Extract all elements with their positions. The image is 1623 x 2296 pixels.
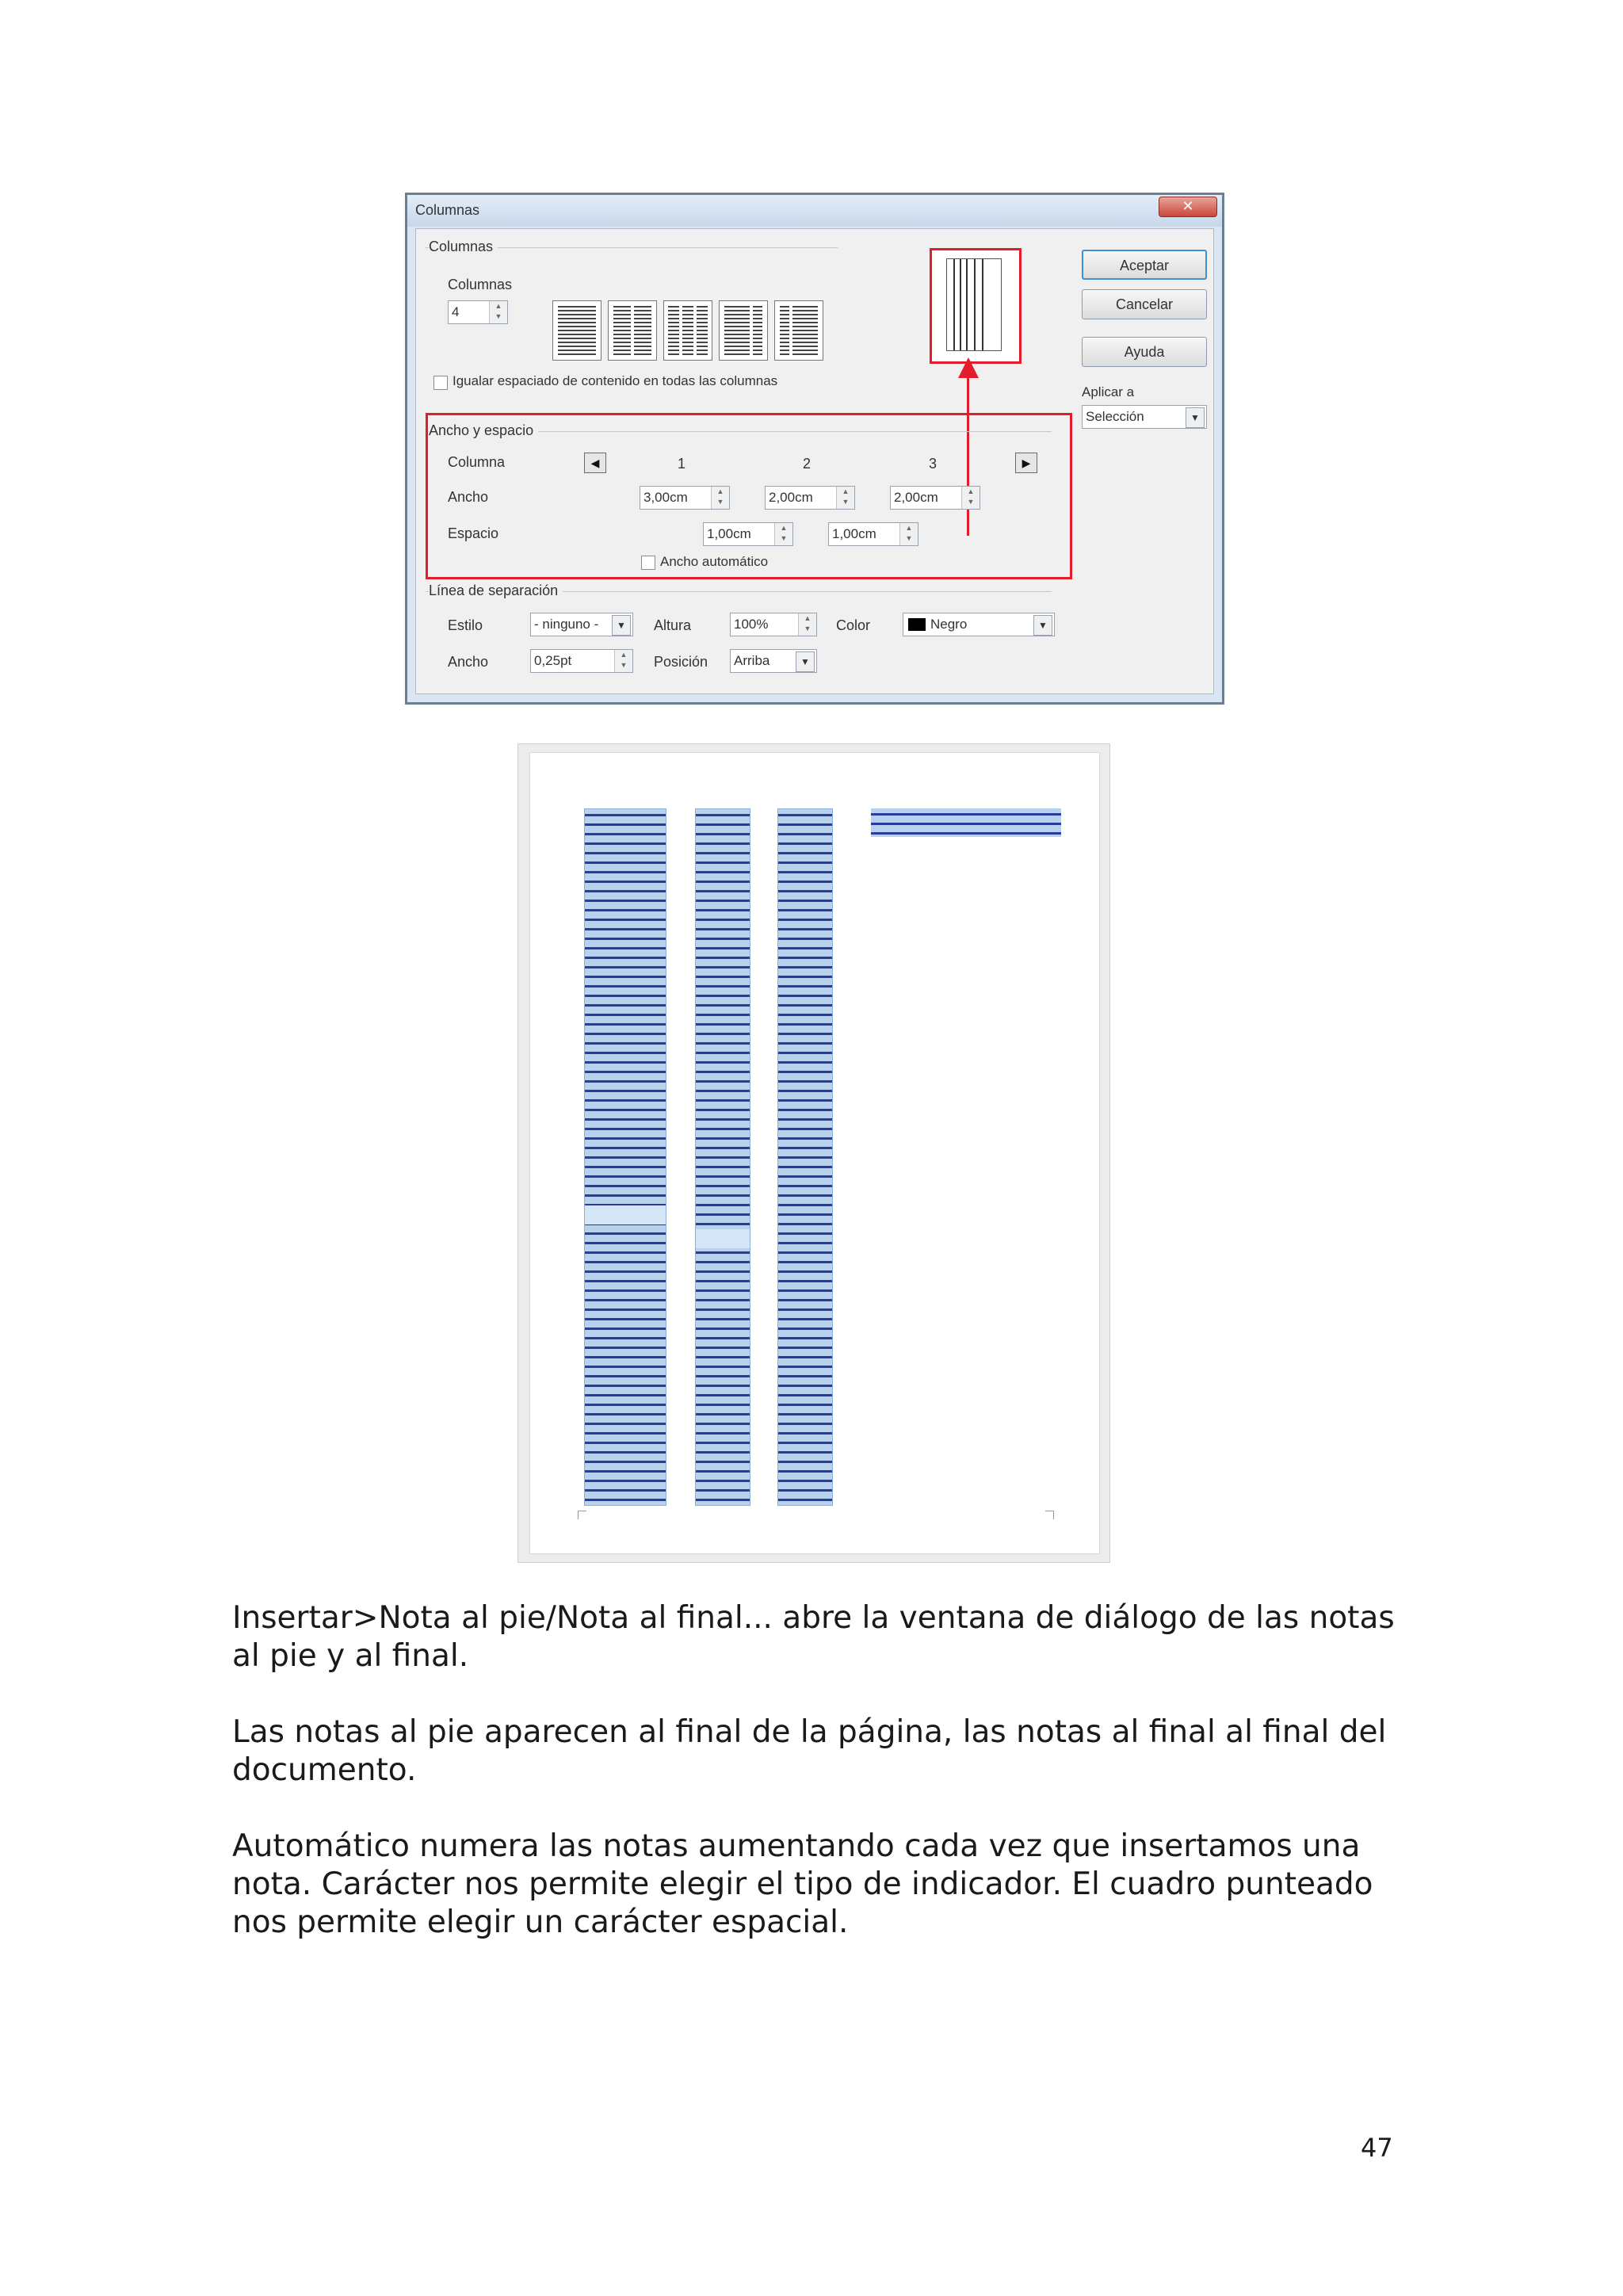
line-width-stepper[interactable] — [530, 649, 633, 673]
corner-mark-icon — [1045, 1511, 1054, 1519]
red-arrowhead-icon — [958, 357, 979, 378]
text-column-4 — [871, 808, 1061, 837]
spacing-value-2: 1,00cm — [832, 526, 876, 541]
column-number-1: 1 — [678, 456, 686, 472]
apply-to-label: Aplicar a — [1082, 384, 1135, 399]
height-value: 100% — [734, 617, 769, 632]
layout-three-columns-icon[interactable] — [663, 300, 712, 361]
equal-spacing-label: Igualar espaciado de contenido en todas las columnas — [453, 373, 778, 388]
line-width-label: Ancho — [448, 654, 489, 670]
columns-count-label: Columnas — [448, 277, 513, 292]
columns-group-title: Columnas — [429, 239, 498, 255]
auto-width-label: Ancho automático — [660, 554, 769, 569]
dialog-body — [415, 228, 1214, 694]
width-value-1: 3,00cm — [643, 490, 688, 505]
chevron-down-icon[interactable]: ▼ — [1186, 407, 1205, 428]
stepper-arrows-icon[interactable]: ▲ ▼ — [614, 650, 632, 672]
color-label: Color — [836, 617, 871, 633]
cancel-button[interactable]: Cancelar — [1082, 289, 1207, 319]
style-value: - ninguno - — [534, 617, 599, 632]
paragraph-footnotes-menu: Insertar>Nota al pie/Nota al final... abre la ventana de diálogo de las notas al pie y al final. — [232, 1600, 1395, 1674]
style-label: Estilo — [448, 617, 483, 633]
width-spacing-group-title: Ancho y espacio — [429, 422, 538, 439]
color-select[interactable] — [903, 613, 1055, 636]
column-label: Columna — [448, 454, 506, 470]
color-swatch — [908, 618, 926, 631]
position-label: Posición — [654, 654, 708, 670]
height-label: Altura — [654, 617, 692, 633]
style-select[interactable] — [530, 613, 633, 636]
columns-count-stepper[interactable] — [448, 300, 508, 324]
layout-right-wide-icon[interactable] — [774, 300, 823, 361]
chevron-down-icon[interactable]: ▼ — [612, 615, 631, 636]
column-prev-icon[interactable]: ◀ — [584, 453, 606, 473]
columns-count-value: 4 — [452, 304, 460, 319]
page-layout-screenshot — [517, 743, 1110, 1563]
chevron-down-icon[interactable]: ▼ — [1033, 615, 1052, 636]
position-value: Arriba — [734, 653, 770, 668]
position-select[interactable] — [730, 649, 817, 673]
width-spacing-highlight — [426, 413, 1072, 579]
page-number: 47 — [1361, 2133, 1393, 2163]
page-sheet — [529, 752, 1100, 1554]
dialog-titlebar — [407, 195, 1222, 227]
corner-mark-icon — [578, 1511, 586, 1519]
apply-to-select[interactable] — [1082, 405, 1207, 429]
chevron-down-icon[interactable]: ▼ — [796, 651, 815, 672]
height-stepper[interactable] — [730, 613, 817, 636]
stepper-arrows-icon[interactable]: ▲ ▼ — [798, 613, 816, 636]
columns-dialog-screenshot — [405, 193, 1224, 705]
column-number-2: 2 — [803, 456, 812, 472]
dialog-title: Columnas — [415, 202, 480, 218]
width-value-2: 2,00cm — [769, 490, 813, 505]
columns-preview — [930, 248, 1022, 364]
layout-left-wide-icon[interactable] — [719, 300, 768, 361]
color-value: Negro — [930, 617, 968, 632]
stepper-arrows-icon[interactable]: ▲ ▼ — [774, 523, 792, 545]
stepper-arrows-icon[interactable]: ▲ ▼ — [961, 487, 980, 509]
layout-one-column-icon[interactable] — [552, 300, 601, 361]
width-label: Ancho — [448, 489, 489, 505]
column-number-3: 3 — [929, 456, 938, 472]
text-column-2 — [695, 808, 750, 1506]
help-button[interactable]: Ayuda — [1082, 337, 1207, 367]
column-next-icon[interactable]: ▶ — [1015, 453, 1037, 473]
separator-group-title: Línea de separación — [429, 583, 563, 599]
stepper-arrows-icon[interactable]: ▲ ▼ — [836, 487, 854, 509]
spacing-value-1: 1,00cm — [707, 526, 751, 541]
close-icon[interactable]: ✕ — [1159, 197, 1217, 217]
stepper-arrows-icon[interactable]: ▲ ▼ — [899, 523, 918, 545]
stepper-arrows-icon[interactable]: ▲ ▼ — [711, 487, 729, 509]
paragraph-automatic-numbering: Automático numera las notas aumentando cada vez que insertamos una nota. Carácter nos permite elegir el tipo de indicador. El cuadro punteado nos permite elegir un carácter espacial. — [232, 1828, 1373, 1940]
width-value-3: 2,00cm — [894, 490, 938, 505]
paragraph-footnotes-position: Las notas al pie aparecen al final de la página, las notas al final al final del documento. — [232, 1714, 1387, 1788]
equal-spacing-checkbox[interactable] — [433, 376, 448, 390]
text-column-1 — [584, 808, 666, 1506]
preview-page — [946, 258, 1002, 351]
ok-button[interactable]: Aceptar — [1082, 250, 1207, 280]
text-column-3 — [777, 808, 833, 1506]
stepper-arrows-icon[interactable]: ▲ ▼ — [489, 301, 507, 323]
line-width-value: 0,25pt — [534, 653, 572, 668]
spacing-label: Espacio — [448, 525, 499, 541]
apply-to-value: Selección — [1086, 409, 1144, 424]
layout-two-columns-icon[interactable] — [608, 300, 657, 361]
